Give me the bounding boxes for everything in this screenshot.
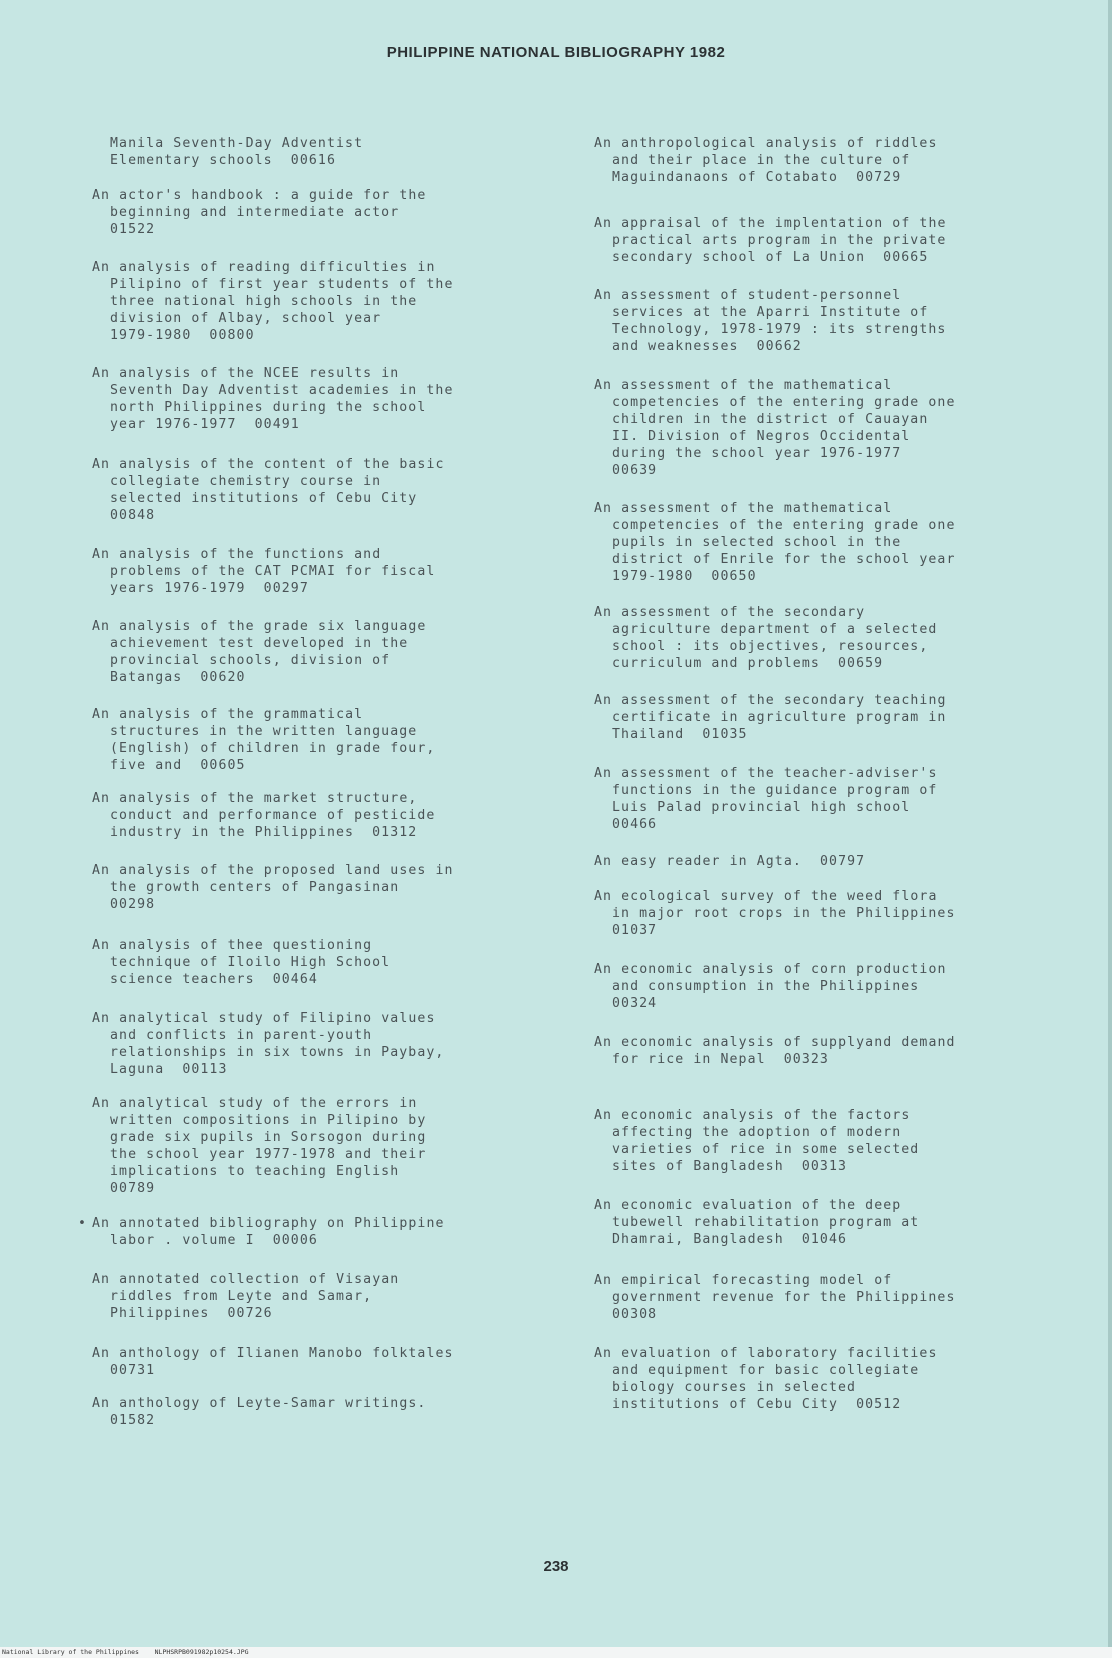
entry-r12 (594, 1107, 1064, 1175)
entry-line: 00731 (110, 1363, 156, 1378)
entry-line: tubewell rehabilitation program at (612, 1215, 920, 1230)
entry-line: technique of Iloilo High School (110, 955, 391, 970)
entry-line: 00789 (110, 1181, 156, 1196)
page-number: 238 (543, 1558, 569, 1575)
entry-line: three national high schools in the (110, 294, 418, 309)
entry-line: Seventh Day Adventist academies in the (110, 383, 454, 398)
entry-line: An evaluation of laboratory facilities (594, 1346, 938, 1361)
entry-line: An anthology of Leyte-Samar writings. (92, 1396, 427, 1411)
entry-line: An analysis of thee questioning (92, 938, 373, 953)
entry-line: 1979-1980 00800 (110, 328, 255, 343)
entry-line: II. Division of Negros Occidental (612, 429, 911, 444)
entry-l8 (92, 790, 562, 841)
entry-line: and their place in the culture of (612, 153, 911, 168)
entry-line: Pilipino of first year students of the (110, 277, 454, 292)
entry-r5 (594, 604, 1064, 672)
entry-line: An assessment of student-personnel (594, 288, 902, 303)
entry-line: district of Enrile for the school year (612, 552, 956, 567)
entry-line: for rice in Nepal 00323 (612, 1052, 829, 1067)
entry-line: An anthropological analysis of riddles (594, 136, 938, 151)
entry-line: grade six pupils in Sorsogon during (110, 1130, 427, 1145)
entry-line: 00466 (612, 817, 658, 832)
entry-line: the school year 1977-1978 and their (110, 1147, 427, 1162)
entry-line: Technology, 1978-1979 : its strengths (612, 322, 947, 337)
entry-line: selected institutions of Cebu City (110, 491, 418, 506)
entry-line: An economic analysis of supplyand demand (594, 1035, 956, 1050)
entry-line: Thailand 01035 (612, 727, 748, 742)
entry-r0 (594, 135, 1064, 186)
entry-line: services at the Aparri Institute of (612, 305, 929, 320)
entry-line: competencies of the entering grade one (612, 395, 956, 410)
entry-line: government revenue for the Philippines (612, 1290, 956, 1305)
entry-r15 (594, 1345, 1064, 1413)
entry-line: An analysis of the functions and (92, 547, 382, 562)
entry-l11 (92, 1010, 562, 1078)
entry-line: collegiate chemistry course in (110, 474, 382, 489)
entry-line: Batangas 00620 (110, 670, 246, 685)
entry-line: An economic evaluation of the deep (594, 1198, 902, 1213)
entry-line: and weaknesses 00662 (612, 339, 802, 354)
entry-line: An analytical study of Filipino values (92, 1011, 436, 1026)
scan-footer: National Library of the Philippines NLPHSRPB091982p10254.JPG (0, 1647, 1112, 1658)
entry-r14 (594, 1272, 1064, 1323)
entry-r7 (594, 765, 1064, 833)
entry-line: school : its objectives, resources, (612, 639, 929, 654)
entry-l3 (92, 365, 562, 433)
entry-line: varieties of rice in some selected (612, 1142, 920, 1157)
entry-line: Dhamrai, Bangladesh 01046 (612, 1232, 848, 1247)
entry-line: functions in the guidance program of (612, 783, 938, 798)
entry-line: 01522 (110, 222, 156, 237)
entry-line: Maguindanaons of Cotabato 00729 (612, 170, 902, 185)
entry-line: An annotated bibliography on Philippine (92, 1216, 445, 1231)
entry-line: An empirical forecasting model of (594, 1273, 893, 1288)
entry-l4 (92, 456, 562, 524)
entry-l16 (92, 1395, 562, 1429)
entry-line: An analysis of the grade six language (92, 619, 427, 634)
entry-line: 00848 (110, 508, 156, 523)
entry-r11 (594, 1034, 1064, 1068)
entry-line: certificate in agriculture program in (612, 710, 947, 725)
entry-r2 (594, 287, 1064, 355)
entry-line: riddles from Leyte and Samar, (110, 1289, 373, 1304)
entry-line: implications to teaching English (110, 1164, 400, 1179)
entry-l0 (92, 135, 562, 169)
entry-line: relationships in six towns in Paybay, (110, 1045, 445, 1060)
entry-line: achievement test developed in the (110, 636, 409, 651)
entry-l12 (92, 1095, 562, 1197)
entry-line: written compositions in Pilipino by (110, 1113, 427, 1128)
entry-line: An assessment of the secondary (594, 605, 866, 620)
entry-line: and equipment for basic collegiate (612, 1363, 920, 1378)
entry-line: An analysis of the proposed land uses in (92, 863, 454, 878)
entry-r10 (594, 961, 1064, 1012)
entry-r6 (594, 692, 1064, 743)
page-header: PHILIPPINE NATIONAL BIBLIOGRAPHY 1982 (386, 44, 726, 61)
entry-line: in major root crops in the Philippines (612, 906, 956, 921)
entry-line: conduct and performance of pesticide (110, 808, 436, 823)
entry-l1 (92, 187, 562, 238)
entry-line: An analysis of the grammatical (92, 707, 364, 722)
entry-line: An analysis of the content of the basic (92, 457, 445, 472)
entry-line: An anthology of Ilianen Manobo folktales (92, 1346, 454, 1361)
entry-line: beginning and intermediate actor (110, 205, 400, 220)
entry-line: An analytical study of the errors in (92, 1096, 418, 1111)
entry-line: 01582 (110, 1413, 156, 1428)
entry-r9 (594, 888, 1064, 939)
entry-line: An appraisal of the implentation of the (594, 216, 947, 231)
entry-r4 (594, 500, 1064, 585)
entry-line: An assessment of the mathematical (594, 378, 893, 393)
entry-line: An economic analysis of the factors (594, 1108, 911, 1123)
entry-line: competencies of the entering grade one (612, 518, 956, 533)
entry-line: An annotated collection of Visayan (92, 1272, 400, 1287)
entry-line: 1979-1980 00650 (612, 569, 757, 584)
entry-line: 01037 (612, 923, 658, 938)
entry-line: affecting the adoption of modern (612, 1125, 902, 1140)
entry-l15 (92, 1345, 562, 1379)
entry-line: pupils in selected school in the (612, 535, 902, 550)
entry-line: Laguna 00113 (110, 1062, 228, 1077)
entry-line: sites of Bangladesh 00313 (612, 1159, 848, 1174)
entry-line: and consumption in the Philippines (612, 979, 920, 994)
entry-line: north Philippines during the school (110, 400, 427, 415)
entry-line: secondary school of La Union 00665 (612, 250, 929, 265)
entry-l14 (92, 1271, 562, 1322)
entry-l13 (78, 1215, 562, 1249)
entry-line: practical arts program in the private (612, 233, 947, 248)
entry-line: An analysis of the market structure, (92, 791, 418, 806)
entry-l5 (92, 546, 562, 597)
entry-line: the growth centers of Pangasinan (110, 880, 400, 895)
entry-line: An analysis of reading difficulties in (92, 260, 436, 275)
entry-line: during the school year 1976-1977 (612, 446, 902, 461)
entry-line: Luis Palad provincial high school (612, 800, 911, 815)
entry-line: children in the district of Cauayan (612, 412, 929, 427)
entry-r8 (594, 853, 1064, 870)
entry-r1 (594, 215, 1064, 266)
entry-line: (English) of children in grade four, (110, 741, 436, 756)
entry-line: years 1976-1979 00297 (110, 581, 309, 596)
entry-l10 (92, 937, 562, 988)
entry-line: biology courses in selected (612, 1380, 857, 1395)
page-edge-shadow (1108, 0, 1112, 1647)
entry-r13 (594, 1197, 1064, 1248)
entry-line: and conflicts in parent-youth (110, 1028, 373, 1043)
entry-line: division of Albay, school year (110, 311, 382, 326)
entry-line: problems of the CAT PCMAI for fiscal (110, 564, 436, 579)
entry-line: An analysis of the NCEE results in (92, 366, 400, 381)
entry-r3 (594, 377, 1064, 479)
entry-line: An economic analysis of corn production (594, 962, 947, 977)
entry-line: 00308 (612, 1307, 658, 1322)
bullet-mark: • (78, 1216, 88, 1231)
entry-line: Manila Seventh-Day Adventist (110, 136, 364, 151)
entry-line: An easy reader in Agta. 00797 (594, 854, 866, 869)
entry-l7 (92, 706, 562, 774)
entry-line: industry in the Philippines 01312 (110, 825, 418, 840)
entry-line: Philippines 00726 (110, 1306, 273, 1321)
entry-line: Elementary schools 00616 (110, 153, 336, 168)
entry-line: labor . volume I 00006 (110, 1233, 318, 1248)
entry-line: science teachers 00464 (110, 972, 318, 987)
entry-line: An actor's handbook : a guide for the (92, 188, 427, 203)
entry-l9 (92, 862, 562, 913)
entry-line: year 1976-1977 00491 (110, 417, 300, 432)
entry-line: An assessment of the teacher-adviser's (594, 766, 938, 781)
entry-line: 00298 (110, 897, 156, 912)
entry-line: institutions of Cebu City 00512 (612, 1397, 902, 1412)
entry-line: agriculture department of a selected (612, 622, 938, 637)
entry-line: An assessment of the mathematical (594, 501, 893, 516)
entry-line: structures in the written language (110, 724, 418, 739)
entry-line: provincial schools, division of (110, 653, 391, 668)
entry-line: 00639 (612, 463, 658, 478)
entry-line: curriculum and problems 00659 (612, 656, 884, 671)
entry-l2 (92, 259, 562, 344)
entry-l6 (92, 618, 562, 686)
entry-line: An ecological survey of the weed flora (594, 889, 938, 904)
entry-line: five and 00605 (110, 758, 246, 773)
entry-line: 00324 (612, 996, 658, 1011)
entry-line: An assessment of the secondary teaching (594, 693, 947, 708)
